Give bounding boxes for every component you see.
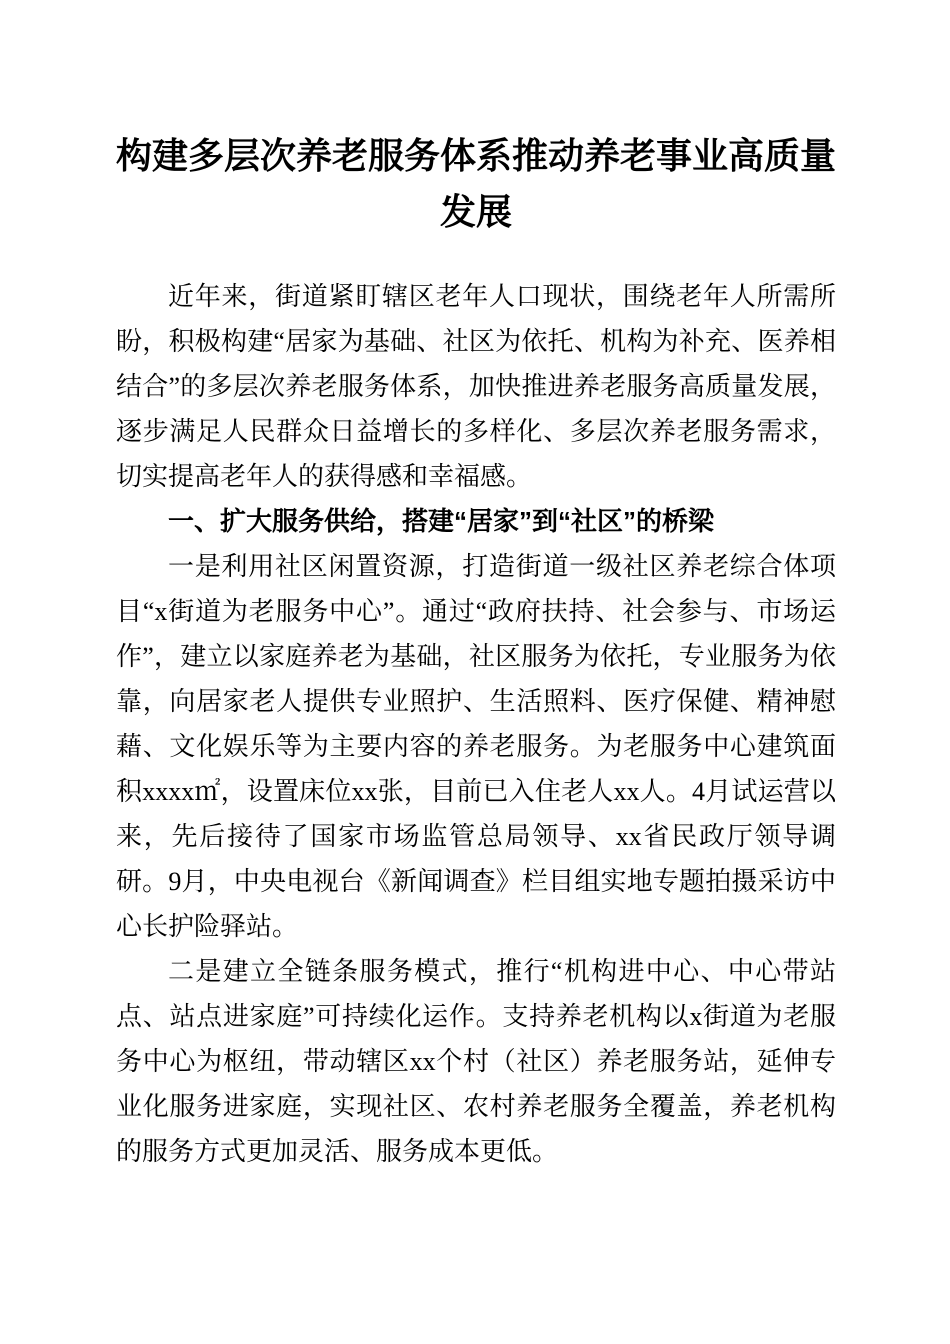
paragraph-point-1: 一是利用社区闲置资源，打造街道一级社区养老综合体项目“x街道为老服务中心”。通过“政府扶持、社会参与、市场运作”，建立以家庭养老为基础，社区服务为依托，专业服务为依靠，向居家老人提供专业照护、生活照料、医疗保健、精神慰藉、文化娱乐等为主要内容的养老服务。为老服务中心建筑面积xxxx㎡，设置床位xx张，目前已入住老人xx人。4月试运营以来，先后接待了国家市场监管总局领导、xx省民政厅领导调研。9月，中央电视台《新闻调查》栏目组实地专题拍摄采访中心长护险驿站。 <box>116 552 836 941</box>
paragraph-point-2: 二是建立全链条服务模式，推行“机构进中心、中心带站点、站点进家庭”可持续化运作。支持养老机构以x街道为老服务中心为枢纽，带动辖区xx个村（社区）养老服务站，延伸专业化服务进家庭，实现社区、农村养老服务全覆盖，养老机构的服务方式更加灵活、服务成本更低。 <box>116 957 836 1166</box>
document-title: 构建多层次养老服务体系推动养老事业高质量发展 <box>116 136 837 232</box>
paragraph-intro: 近年来，街道紧盯辖区老年人口现状，围绕老年人所需所盼，积极构建“居家为基础、社区为依托、机构为补充、医养相结合”的多层次养老服务体系，加快推进养老服务高质量发展，逐步满足人民群众日益增长的多样化、多层次养老服务需求，切实提高老年人的获得感和幸福感。 <box>116 282 836 491</box>
section-heading-1: 一、扩大服务供给，搭建“居家”到“社区”的桥梁 <box>168 506 715 536</box>
